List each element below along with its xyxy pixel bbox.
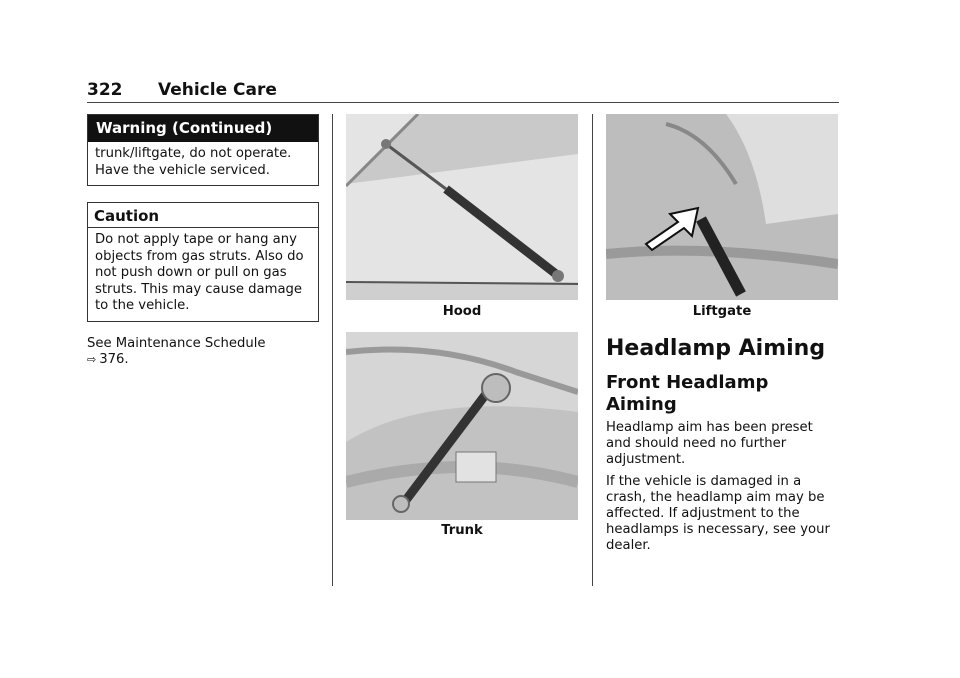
headlamp-paragraph-2: If the vehicle is damaged in a crash, the headlamp aim may be affected. If adjustment to the headlamps is necessary, see your dealer.: [606, 474, 830, 553]
warning-body: trunk/liftgate, do not operate. Have the vehicle serviced.: [95, 146, 292, 178]
column-divider-left: [332, 114, 333, 586]
hood-caption: Hood: [442, 304, 482, 319]
warning-box: [87, 114, 319, 186]
reference-page[interactable]: 376.: [99, 352, 129, 367]
warning-title: Warning (Continued): [88, 115, 318, 142]
caution-body: Do not apply tape or hang any objects from gas struts. Also do not push down or pull on gas struts. This may cause damage to the vehicle.: [95, 232, 304, 313]
page-header: [87, 80, 839, 103]
page-reference-arrow-icon: ⇨: [87, 353, 97, 366]
liftgate-caption: Liftgate: [692, 304, 752, 319]
liftgate-strut-image: [606, 114, 838, 300]
section-title: Vehicle Care: [158, 80, 277, 100]
reference-text: See Maintenance Schedule: [87, 335, 266, 351]
maintenance-reference: [87, 336, 319, 369]
caution-box: [87, 202, 319, 322]
caution-title: Caution: [88, 203, 318, 228]
front-headlamp-aiming-subheading: Front Headlamp Aiming: [606, 372, 769, 415]
trunk-caption: Trunk: [441, 523, 483, 538]
headlamp-paragraph-1: Headlamp aim has been preset and should need no further adjustment.: [606, 420, 813, 467]
headlamp-aiming-heading: Headlamp Aiming: [606, 336, 826, 361]
page-number: 322: [87, 80, 123, 100]
left-column: [87, 114, 319, 369]
column-divider-right: [592, 114, 593, 586]
trunk-strut-image: [346, 332, 578, 520]
hood-strut-image: [346, 114, 578, 300]
